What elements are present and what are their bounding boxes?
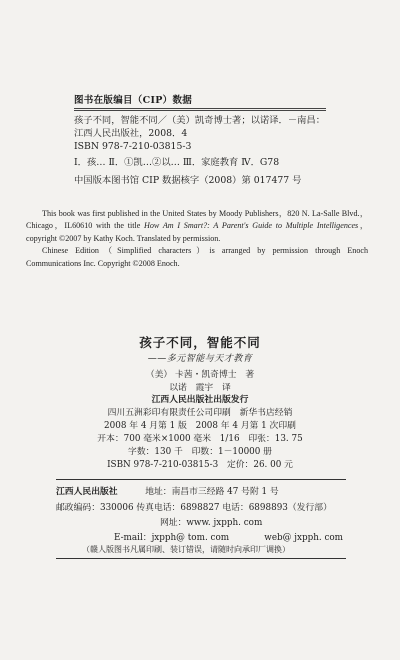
cip-top-rule [74,108,326,109]
cip-line: 孩子不同，智能不同／（美）凯奇博士著；以诺译．－南昌： [74,115,326,126]
translator-credit: 以诺 霞宇 译 [169,383,231,393]
english-p1-b: ，copyright ©2007 by Kathy Koch. Translated by permission. [26,221,368,243]
english-copyright [26,208,368,270]
author-credit: （美） 卡茜・凯奇博士 著 [145,370,255,380]
edition-line: 2008 年 4 月第 1 版 2008 年 4 月第 1 次印刷 [104,421,296,431]
cip-heading: 图书在版编目（CIP）数据 [74,95,193,106]
publisher-name: 江西人民出版社 [56,487,118,497]
publisher-line: 江西人民出版社出版发行 [151,395,249,405]
english-paragraph-1 [26,208,368,245]
english-book-title: How Am I Smart?: A Parent's Guide to Multiple Intelligences [144,221,359,231]
publisher-address: 地址：南昌市三经路 47 号附 1 号 [145,487,279,497]
notice-line: （赣人版图书凡属印刷、装订错误，请随时向承印厂调换） [82,545,290,554]
book-title: 孩子不同，智能不同 [139,335,261,350]
format-line: 开本：700 毫米×1000 毫米 1/16 印张：13. 75 [97,434,303,444]
english-p1-a: This book was first published in the United States by Moody Publishers，820 N. La-Salle Blvd.，Chicago，IL60610 with the title [26,209,368,231]
book-subtitle: ——多元智能与天才教育 [147,354,253,364]
cip-line: 中国版本图书馆 CIP 数据核字（2008）第 017477 号 [74,175,302,186]
words-line: 字数：130 千 印数：1－10000 册 [128,447,272,457]
website-line: 网址：www. jxpph. com [160,518,263,528]
cip-line: Ⅰ．孩… Ⅱ．①凯…②以… Ⅲ．家庭教育 Ⅳ．G78 [74,157,280,168]
publisher-address-line [56,484,279,497]
printer-line: 四川五洲彩印有限责任公司印刷 新华书店经销 [107,408,293,418]
english-paragraph-2: Chinese Edition（Simplified characters）is arranged by permission through Enoch Communications Inc. Copyright ©2008 Enoch. [26,246,368,268]
contact-bottom-rule [56,558,346,559]
cip-line: ISBN 978-7-210-03815-3 [74,141,192,152]
cip-line: 江西人民出版社，2008．4 [74,128,188,139]
contact-top-rule [56,479,346,480]
isbn-price-line: ISBN 978-7-210-03815-3 定价：26. 00 元 [107,460,293,470]
email-line: E-mail：jxpph@ tom. com web@ jxpph. com [114,533,344,543]
postal-line: 邮政编码：330006 传真电话：6898827 电话：6898893（发行部） [56,503,332,513]
cip-top-rule-2 [74,110,326,111]
